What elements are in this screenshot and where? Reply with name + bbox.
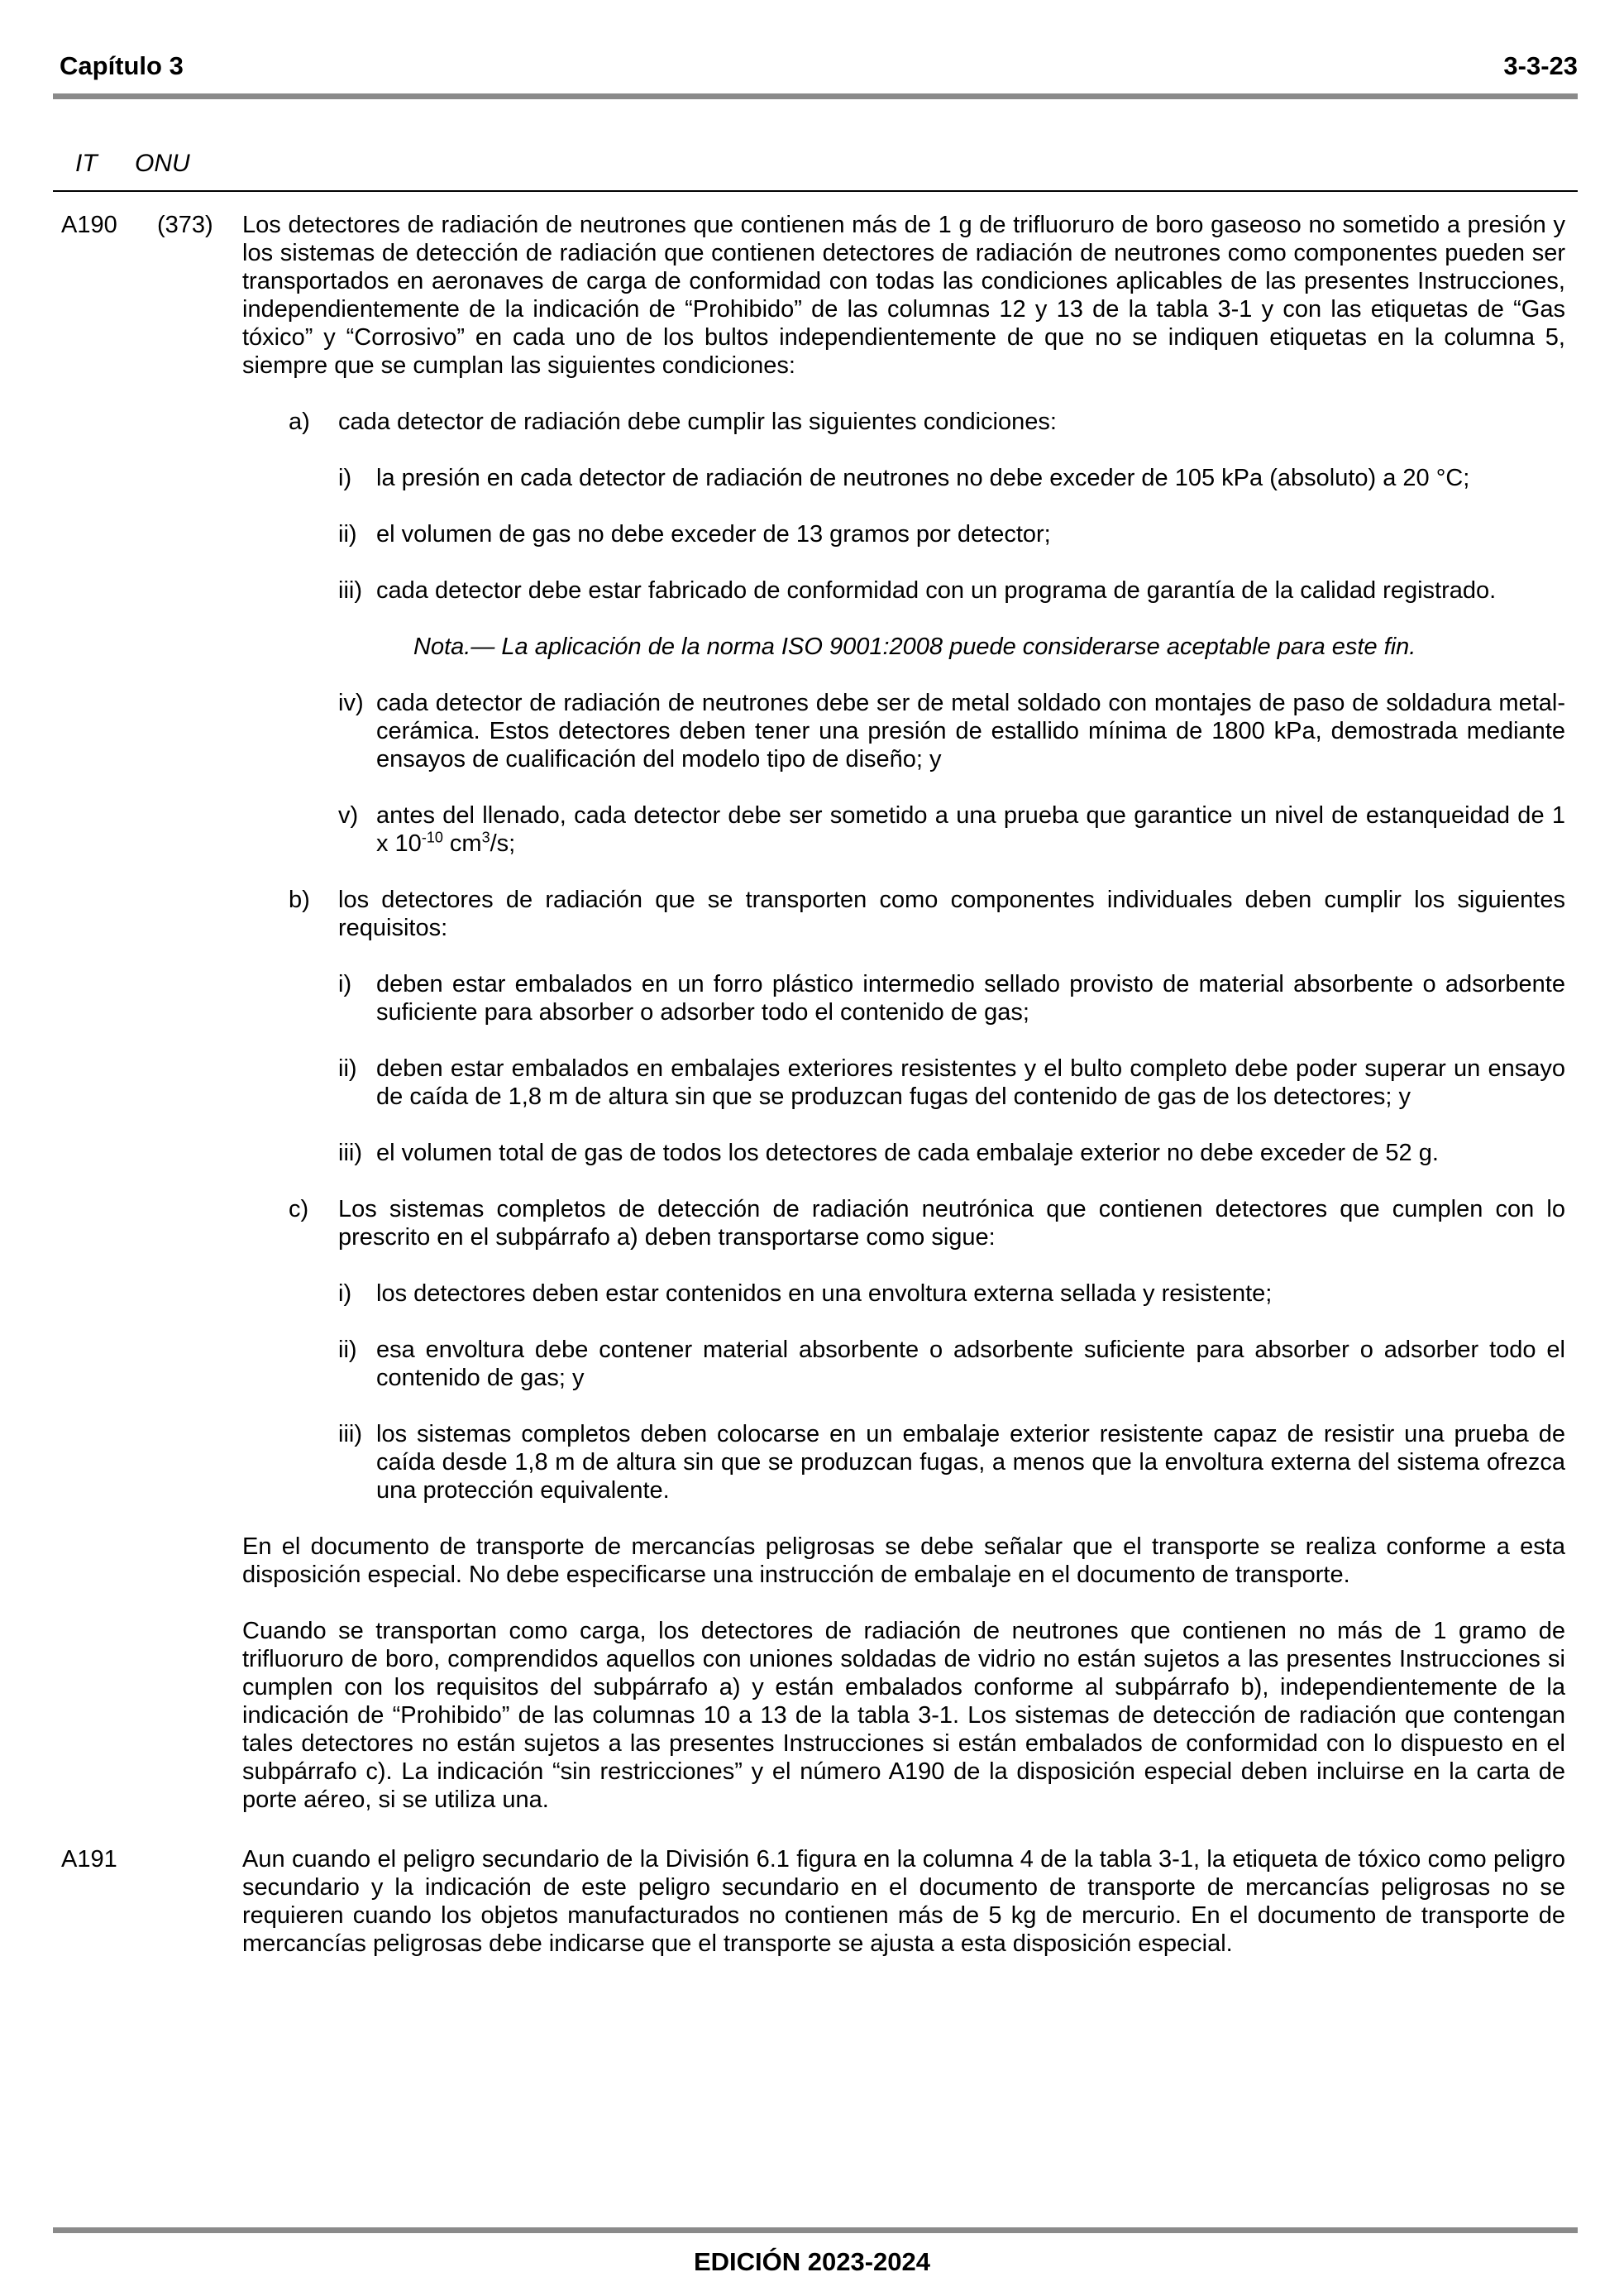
item-label: ii) [338, 521, 357, 548]
subitem-c-i [0, 1280, 1624, 1308]
subitem-b-ii [0, 1055, 1624, 1111]
subitem-b-i [0, 970, 1624, 1026]
provision-intro: Los detectores de radiación de neutrones que contienen más de 1 g de trifluoruro de boro gaseoso no sometido a presión y los sistemas de detección de radiación que contienen detectores de radiación de neutrones como componentes pueden ser transportados en aeronaves de carga de conformidad con todas las condiciones aplicables de las presentes Instrucciones, independientemente de la indicación de “Prohibido” de las columnas 12 y 13 de la tabla 3-1 y con las etiquetas de “Gas tóxico” y “Corrosivo” en cada uno de los bultos independientemente de que no se indiquen etiquetas en la columna 5, siempre que se cumplan las siguientes condiciones: [242, 212, 1565, 379]
item-label: ii) [338, 1337, 357, 1363]
paragraph-cargo-exemption: Cuando se transportan como carga, los detectores de radiación de neutrones que contienen no más de 1 gramo de trifluoruro de boro, comprendidos aquellos con uniones soldadas de vidrio no están sujetos a las presentes Instrucciones si cumplen con los requisitos del subpárrafo a) y están embalados conforme al subpárrafo b), independientemente de la indicación de “Prohibido” de las columnas 10 a 13 de la tabla 3-1. Los sistemas de detección de radiación que contengan tales detectores no están sujetos a las presentes Instrucciones si están embalados de conformidad con lo dispuesto en el subpárrafo c). La indicación “sin restricciones” y el número A190 de la disposición especial deben incluirse en la carta de porte aéreo, si se utiliza una. [242, 1618, 1565, 1813]
provision-text: Aun cuando el peligro secundario de la División 6.1 figura en la columna 4 de la tabla 3-1, la etiqueta de tóxico como peligro secundario y la indicación de este peligro secundario en el documento de transporte de mercancías peligrosas no se requieren cuando los objetos manufacturados no contienen más de 5 kg de mercurio. En el documento de transporte de mercancías peligrosas debe indicarse que el transporte se ajusta a esta disposición especial. [242, 1846, 1565, 1957]
item-label: iii) [338, 1140, 362, 1166]
item-text: los sistemas completos deben colocarse en un embalaje exterior resistente capaz de resistir una prueba de caída desde 1,8 m de altura sin que se produzcan fugas, a menos que la envoltura externa del sistema ofrezca una protección equivalente. [376, 1421, 1565, 1504]
item-label: b) [289, 887, 310, 913]
item-label: v) [338, 802, 359, 829]
item-label: i) [338, 971, 352, 997]
item-text: el volumen de gas no debe exceder de 13 gramos por detector; [376, 521, 1051, 548]
subparagraph-c [0, 1195, 1624, 1251]
edition-footer: EDICIÓN 2023-2024 [693, 2247, 931, 2276]
item-text: Los sistemas completos de detección de radiación neutrónica que contienen detectores que cumplen con lo prescrito en el subpárrafo a) deben transportarse como sigue: [338, 1196, 1565, 1251]
item-text: cada detector de radiación debe cumplir las siguientes condiciones: [338, 409, 1057, 435]
item-text: cada detector debe estar fabricado de conformidad con un programa de garantía de la calidad registrado. [376, 577, 1497, 604]
provision-code: A190 [61, 212, 117, 238]
superscript-exponent: 3 [481, 829, 490, 846]
item-text: los detectores de radiación que se transporten como componentes individuales deben cumplir los siguientes requisitos: [338, 887, 1565, 941]
item-label: ii) [338, 1055, 357, 1082]
subitem-c-iii [0, 1420, 1624, 1504]
provision-code: A191 [61, 1846, 117, 1873]
item-label: i) [338, 465, 352, 491]
item-label: iii) [338, 577, 362, 604]
item-label: i) [338, 1280, 352, 1307]
subitem-b-iii [0, 1139, 1624, 1167]
subitem-c-ii [0, 1336, 1624, 1392]
text-segment: cm [442, 830, 482, 857]
paragraph-transport-document: En el documento de transporte de mercancías peligrosas se debe señalar que el transporte se realiza conforme a esta disposición especial. No debe especificarse una instrucción de embalaje en el documento de transporte. [242, 1533, 1565, 1588]
column-heading-it: IT [75, 150, 98, 177]
provision-a190 [0, 211, 1624, 1814]
provision-a191 [0, 1845, 1624, 1958]
note-text: La aplicación de la norma ISO 9001:2008 puede considerarse aceptable para este fin. [494, 634, 1416, 660]
item-text: esa envoltura debe contener material absorbente o adsorbente suficiente para absorber o adsorber todo el contenido de gas; y [376, 1337, 1565, 1391]
note-lead: Nota.— [413, 634, 495, 660]
chapter-title: Capítulo 3 [60, 51, 184, 80]
note [413, 633, 1565, 661]
item-label: a) [289, 409, 310, 435]
item-text: deben estar embalados en embalajes exteriores resistentes y el bulto completo debe poder superar un ensayo de caída de 1,8 m de altura sin que se produzcan fugas del contenido de gas de los detectores; y [376, 1055, 1565, 1110]
item-text: deben estar embalados en un forro plástico intermedio sellado provisto de material absorbente o adsorbente suficiente para absorber o adsorber todo el contenido de gas; [376, 971, 1565, 1026]
column-heading-onu: ONU [135, 150, 190, 177]
column-heading-rule [53, 190, 1578, 192]
footer-rule [53, 2227, 1578, 2233]
subitem-a-iii [0, 576, 1624, 605]
subitem-a-iv [0, 689, 1624, 773]
text-segment: /s; [490, 830, 516, 857]
subparagraph-b [0, 886, 1624, 942]
text-segment: antes del llenado, cada detector debe ser sometido a una prueba que garantice un nivel de estanqueidad de 1 x 10 [376, 802, 1565, 857]
item-label: c) [289, 1196, 309, 1222]
item-label: iii) [338, 1421, 362, 1447]
item-text: el volumen total de gas de todos los detectores de cada embalaje exterior no debe exceder de 52 g. [376, 1140, 1439, 1166]
subitem-a-v [0, 801, 1624, 858]
item-text [376, 801, 1565, 858]
subparagraph-a [0, 408, 1624, 436]
un-number: (373) [157, 212, 213, 238]
superscript-exponent: -10 [421, 829, 443, 846]
provisions-body [0, 211, 1624, 1989]
subitem-a-ii [0, 520, 1624, 548]
subitem-a-i [0, 464, 1624, 492]
item-text: la presión en cada detector de radiación de neutrones no debe exceder de 105 kPa (absoluto) a 20 °C; [376, 465, 1470, 491]
item-label: iv) [338, 690, 364, 716]
item-text: cada detector de radiación de neutrones debe ser de metal soldado con montajes de paso de soldadura metal-cerámica. Estos detectores deben tener una presión de estallido mínima de 1800 kPa, demostrada mediante ensayos de cualificación del modelo tipo de diseño; y [376, 690, 1565, 773]
item-text: los detectores deben estar contenidos en una envoltura externa sellada y resistente; [376, 1280, 1273, 1307]
page-number: 3-3-23 [1503, 51, 1578, 80]
header-rule [53, 93, 1578, 99]
